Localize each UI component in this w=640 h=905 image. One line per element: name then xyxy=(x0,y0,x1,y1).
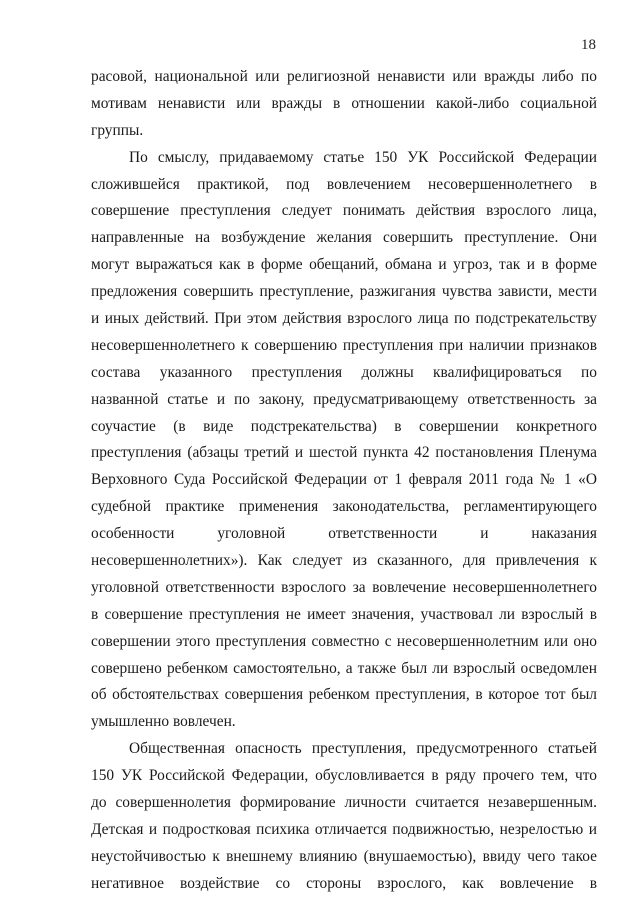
text-line: группы. xyxy=(91,121,144,139)
paragraph-3 xyxy=(91,736,597,897)
text-line: неустойчивостью к внешнему влиянию (внушаемостью), ввиду чего такое xyxy=(91,847,597,865)
text-line: несовершеннолетних»). Как следует из сказанного, для привлечения к xyxy=(91,552,597,570)
text-line: мотивам ненависти или вражды в отношении какой-либо социальной xyxy=(91,94,597,112)
text-line: уголовной ответственности взрослого за вовлечение несовершеннолетнего xyxy=(91,578,597,596)
text-line: совершено ребенком самостоятельно, а также был ли взрослый осведомлен xyxy=(91,659,597,677)
text-line: Детская и подростковая психика отличается подвижностью, незрелостью и xyxy=(91,820,597,838)
document-body xyxy=(91,64,597,898)
text-line: состава указанного преступления должны квалифицироваться по xyxy=(91,363,597,381)
text-line: особенности уголовной ответственности и наказания xyxy=(91,525,597,543)
paragraph-1 xyxy=(91,64,597,145)
text-line: По смыслу, придаваемому статье 150 УК Российской Федерации xyxy=(129,148,597,166)
text-line: названной статье и по закону, предусматривающему ответственность за xyxy=(91,390,597,408)
text-line: негативное воздействие со стороны взрослого, как вовлечение в xyxy=(91,874,597,892)
text-line: совершении этого преступления совместно с несовершеннолетним или оно xyxy=(91,632,597,650)
text-line: умышленно вовлечен. xyxy=(91,713,236,731)
text-line: в совершение преступления не имеет значения, участвовал ли взрослый в xyxy=(91,605,597,623)
text-line: совершение преступления следует понимать действия взрослого лица, xyxy=(91,202,597,220)
text-line: об обстоятельствах совершения ребенком преступления, в которое тот был xyxy=(91,686,597,704)
text-line: 150 УК Российской Федерации, обусловливается в ряду прочего тем, что xyxy=(91,767,597,785)
page-number: 18 xyxy=(581,37,596,53)
text-line: сложившейся практикой, под вовлечением несовершеннолетнего в xyxy=(91,175,597,193)
text-line: несовершеннолетнего к совершению преступления при наличии признаков xyxy=(91,336,597,354)
text-line: могут выражаться как в форме обещаний, обмана и угроз, так и в форме xyxy=(91,256,597,274)
text-line: судебной практике применения законодательства, регламентирующего xyxy=(91,498,597,516)
text-line: предложения совершить преступление, разжигания чувства зависти, мести xyxy=(91,283,597,301)
text-line: преступления (абзацы третий и шестой пункта 42 постановления Пленума xyxy=(91,444,597,462)
text-line: Верховного Суда Российской Федерации от 1 февраля 2011 года № 1 «О xyxy=(91,471,597,489)
text-line: расовой, национальной или религиозной ненависти или вражды либо по xyxy=(91,68,597,85)
text-line: до совершеннолетия формирование личности считается незавершенным. xyxy=(91,794,597,812)
text-line: направленные на возбуждение желания совершить преступление. Они xyxy=(91,229,597,247)
text-line: Общественная опасность преступления, предусмотренного статьей xyxy=(129,740,597,758)
paragraph-2 xyxy=(91,145,597,737)
text-line: соучастие (в виде подстрекательства) в совершении конкретного xyxy=(91,417,597,435)
text-line: и иных действий. При этом действия взрослого лица по подстрекательству xyxy=(91,310,597,328)
